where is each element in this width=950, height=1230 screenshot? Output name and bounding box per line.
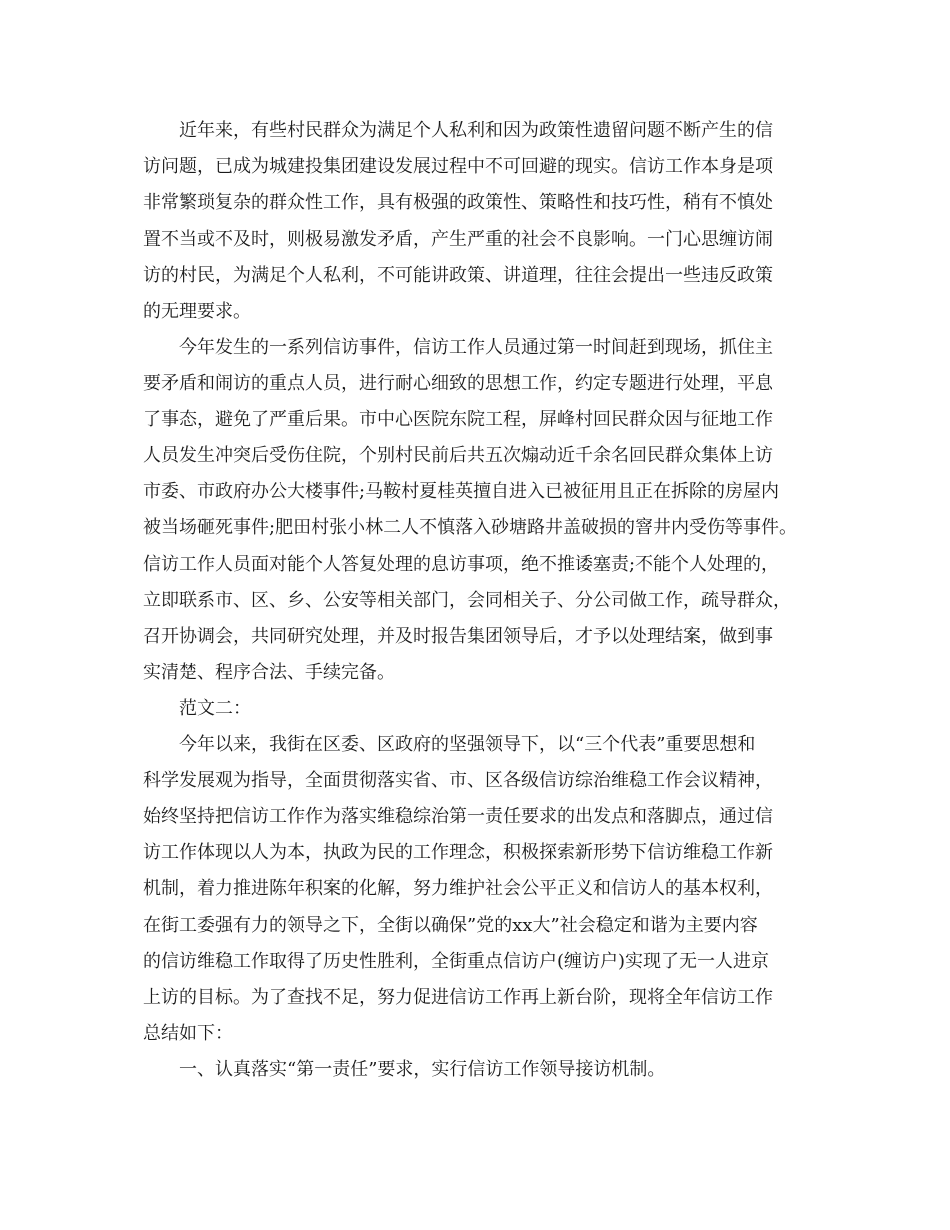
paragraph-2-line-10: 实清楚、程序合法、手续完备。	[143, 662, 395, 683]
paragraph-2-line-3: 了事态，避免了严重后果。市中心医院东院工程，屏峰村回民群众因与征地工作	[143, 409, 773, 430]
paragraph-2-line-6: 被当场砸死事件;肥田村张小林二人不慎落入砂塘路井盖破损的窨井内受伤等事件。	[143, 517, 798, 538]
paragraph-3-line-3: 始终坚持把信访工作作为落实维稳综治第一责任要求的出发点和落脚点，通过信	[143, 806, 773, 827]
paragraph-1-line-5: 访的村民，为满足个人私利，不可能讲政策、讲道理，往往会提出一些违反政策	[143, 265, 773, 286]
paragraph-2-line-2: 要矛盾和闹访的重点人员，进行耐心细致的思想工作，约定专题进行处理，平息	[143, 373, 773, 394]
paragraph-2-line-5: 市委、市政府办公大楼事件;马鞍村夏桂英擅自进入已被征用且正在拆除的房屋内	[143, 481, 780, 502]
paragraph-1-line-4: 置不当或不及时，则极易激发矛盾，产生严重的社会不良影响。一门心思缠访闹	[143, 229, 773, 250]
paragraph-2-line-9: 召开协调会，共同研究处理，并及时报告集团领导后，才予以处理结案，做到事	[143, 626, 773, 647]
paragraph-3-line-6: 在街工委强有力的领导之下，全街以确保”党的xx大”社会稳定和谐为主要内容	[143, 915, 758, 936]
paragraph-1-line-3: 非常繁琐复杂的群众性工作，具有极强的政策性、策略性和技巧性，稍有不慎处	[143, 192, 773, 213]
paragraph-2-line-1: 今年发生的一系列信访事件，信访工作人员通过第一时间赶到现场，抓住主	[179, 337, 773, 358]
paragraph-3-line-5: 机制，着力推进陈年积案的化解，努力维护社会公平正义和信访人的基本权利，	[143, 878, 773, 899]
paragraph-1-line-2: 访问题，已成为城建投集团建设发展过程中不可回避的现实。信访工作本身是项	[143, 156, 773, 177]
paragraph-2-line-8: 立即联系市、区、乡、公安等相关部门，会同相关子、分公司做工作，疏导群众，	[143, 590, 791, 611]
paragraph-3-line-8: 上访的目标。为了查找不足，努力促进信访工作再上新台阶，现将全年信访工作	[143, 987, 773, 1008]
paragraph-1-line-6: 的无理要求。	[143, 301, 251, 322]
paragraph-1-line-1: 近年来，有些村民群众为满足个人私利和因为政策性遗留问题不断产生的信	[179, 120, 773, 141]
section-heading-fanwen-2: 范文二：	[179, 698, 251, 719]
paragraph-3-line-1: 今年以来，我街在区委、区政府的坚强领导下，以“三个代表”重要思想和	[179, 734, 756, 755]
paragraph-3-line-7: 的信访维稳工作取得了历史性胜利，全街重点信访户(缠访户)实现了无一人进京	[143, 951, 770, 972]
paragraph-3-line-2: 科学发展观为指导，全面贯彻落实省、市、区各级信访综治维稳工作会议精神，	[143, 770, 773, 791]
paragraph-3-line-4: 访工作体现以人为本，执政为民的工作理念，积极探索新形势下信访维稳工作新	[143, 842, 773, 863]
paragraph-2-line-7: 信访工作人员面对能个人答复处理的息访事项，绝不推诿塞责;不能个人处理的，	[143, 554, 780, 575]
paragraph-2-line-4: 人员发生冲突后受伤住院，个别村民前后共五次煽动近千余名回民群众集体上访	[143, 445, 773, 466]
paragraph-3-line-9: 总结如下：	[143, 1023, 233, 1044]
section-heading-1: 一、认真落实“第一责任”要求，实行信访工作领导接访机制。	[179, 1059, 666, 1080]
